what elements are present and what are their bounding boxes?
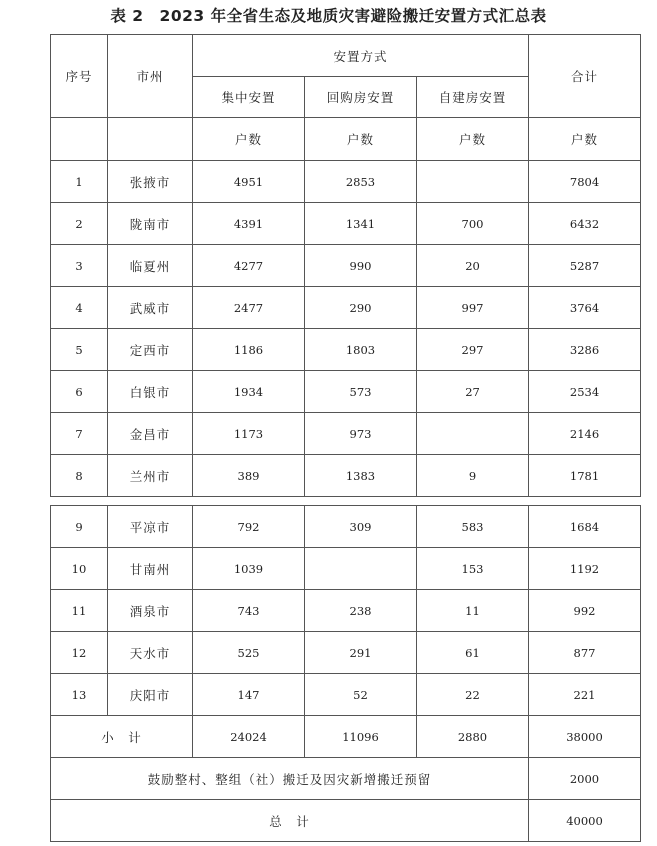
subtotal-concentrated: 24024 [193, 716, 305, 758]
row-selfbuilt: 20 [417, 245, 529, 287]
row-selfbuilt: 9 [417, 455, 529, 497]
row-total: 1192 [529, 548, 641, 590]
table-row [51, 161, 641, 203]
row-selfbuilt: 27 [417, 371, 529, 413]
unit-concentrated: 户数 [193, 118, 305, 161]
row-no: 3 [51, 245, 108, 287]
row-total: 1684 [529, 506, 641, 548]
row-repurchase [305, 548, 417, 590]
row-concentrated: 743 [193, 590, 305, 632]
row-no: 1 [51, 161, 108, 203]
row-concentrated: 147 [193, 674, 305, 716]
table-row [51, 455, 641, 497]
table-row [51, 329, 641, 371]
row-no: 13 [51, 674, 108, 716]
row-repurchase: 2853 [305, 161, 417, 203]
row-concentrated: 1934 [193, 371, 305, 413]
row-repurchase: 990 [305, 245, 417, 287]
row-repurchase: 573 [305, 371, 417, 413]
unit-selfbuilt: 户数 [417, 118, 529, 161]
row-city: 天水市 [108, 632, 193, 674]
row-no: 9 [51, 506, 108, 548]
row-selfbuilt [417, 161, 529, 203]
header-city: 市州 [108, 35, 193, 118]
row-total: 3286 [529, 329, 641, 371]
row-concentrated: 792 [193, 506, 305, 548]
row-concentrated: 4277 [193, 245, 305, 287]
row-repurchase: 1341 [305, 203, 417, 245]
row-no: 8 [51, 455, 108, 497]
relocation-table-part-2 [50, 505, 641, 842]
unit-total: 户数 [529, 118, 641, 161]
row-no: 10 [51, 548, 108, 590]
header-seq-spacer [51, 118, 108, 161]
grand-total-value: 40000 [529, 800, 641, 842]
row-concentrated: 2477 [193, 287, 305, 329]
row-selfbuilt: 153 [417, 548, 529, 590]
header-selfbuilt: 自建房安置 [417, 77, 529, 118]
row-total: 1781 [529, 455, 641, 497]
subtotal-selfbuilt: 2880 [417, 716, 529, 758]
header-city-spacer [108, 118, 193, 161]
row-repurchase: 290 [305, 287, 417, 329]
row-city: 平凉市 [108, 506, 193, 548]
row-selfbuilt: 997 [417, 287, 529, 329]
subtotal-repurchase: 11096 [305, 716, 417, 758]
row-no: 5 [51, 329, 108, 371]
subtotal-label: 小 计 [51, 716, 193, 758]
row-selfbuilt: 583 [417, 506, 529, 548]
row-city: 庆阳市 [108, 674, 193, 716]
table-row [51, 203, 641, 245]
unit-repurchase: 户数 [305, 118, 417, 161]
row-repurchase: 291 [305, 632, 417, 674]
table-row [51, 371, 641, 413]
relocation-table-part-1 [50, 34, 641, 497]
row-repurchase: 238 [305, 590, 417, 632]
row-total: 992 [529, 590, 641, 632]
reserve-label: 鼓励整村、整组（社）搬迁及因灾新增搬迁预留 [51, 758, 529, 800]
table-row [51, 590, 641, 632]
row-city: 兰州市 [108, 455, 193, 497]
row-city: 酒泉市 [108, 590, 193, 632]
row-total: 221 [529, 674, 641, 716]
header-method: 安置方式 [193, 35, 529, 77]
row-city: 甘南州 [108, 548, 193, 590]
row-selfbuilt: 61 [417, 632, 529, 674]
header-seq: 序号 [51, 35, 108, 118]
row-concentrated: 4391 [193, 203, 305, 245]
row-no: 12 [51, 632, 108, 674]
table-row [51, 548, 641, 590]
table-title: 表 2 2023 年全省生态及地质灾害避险搬迁安置方式汇总表 [110, 7, 547, 25]
row-no: 4 [51, 287, 108, 329]
table-row [51, 506, 641, 548]
row-city: 金昌市 [108, 413, 193, 455]
row-concentrated: 1039 [193, 548, 305, 590]
grand-total-label: 总 计 [51, 800, 529, 842]
row-city: 张掖市 [108, 161, 193, 203]
reserve-total: 2000 [529, 758, 641, 800]
row-no: 6 [51, 371, 108, 413]
row-total: 3764 [529, 287, 641, 329]
row-total: 7804 [529, 161, 641, 203]
row-no: 2 [51, 203, 108, 245]
row-city: 武威市 [108, 287, 193, 329]
row-repurchase: 973 [305, 413, 417, 455]
row-repurchase: 1383 [305, 455, 417, 497]
row-total: 2146 [529, 413, 641, 455]
subtotal-total: 38000 [529, 716, 641, 758]
row-city: 白银市 [108, 371, 193, 413]
row-no: 11 [51, 590, 108, 632]
row-concentrated: 389 [193, 455, 305, 497]
row-selfbuilt: 700 [417, 203, 529, 245]
row-repurchase: 309 [305, 506, 417, 548]
table-row [51, 632, 641, 674]
row-concentrated: 1186 [193, 329, 305, 371]
table-row [51, 674, 641, 716]
row-repurchase: 1803 [305, 329, 417, 371]
row-total: 877 [529, 632, 641, 674]
row-repurchase: 52 [305, 674, 417, 716]
row-city: 陇南市 [108, 203, 193, 245]
row-concentrated: 525 [193, 632, 305, 674]
row-concentrated: 1173 [193, 413, 305, 455]
table-row [51, 287, 641, 329]
row-concentrated: 4951 [193, 161, 305, 203]
row-selfbuilt: 22 [417, 674, 529, 716]
header-concentrated: 集中安置 [193, 77, 305, 118]
row-selfbuilt [417, 413, 529, 455]
row-city: 定西市 [108, 329, 193, 371]
table-row [51, 413, 641, 455]
row-total: 5287 [529, 245, 641, 287]
row-total: 2534 [529, 371, 641, 413]
header-total: 合计 [529, 35, 641, 118]
row-no: 7 [51, 413, 108, 455]
row-selfbuilt: 11 [417, 590, 529, 632]
row-selfbuilt: 297 [417, 329, 529, 371]
table-row [51, 245, 641, 287]
row-city: 临夏州 [108, 245, 193, 287]
row-total: 6432 [529, 203, 641, 245]
header-repurchase: 回购房安置 [305, 77, 417, 118]
